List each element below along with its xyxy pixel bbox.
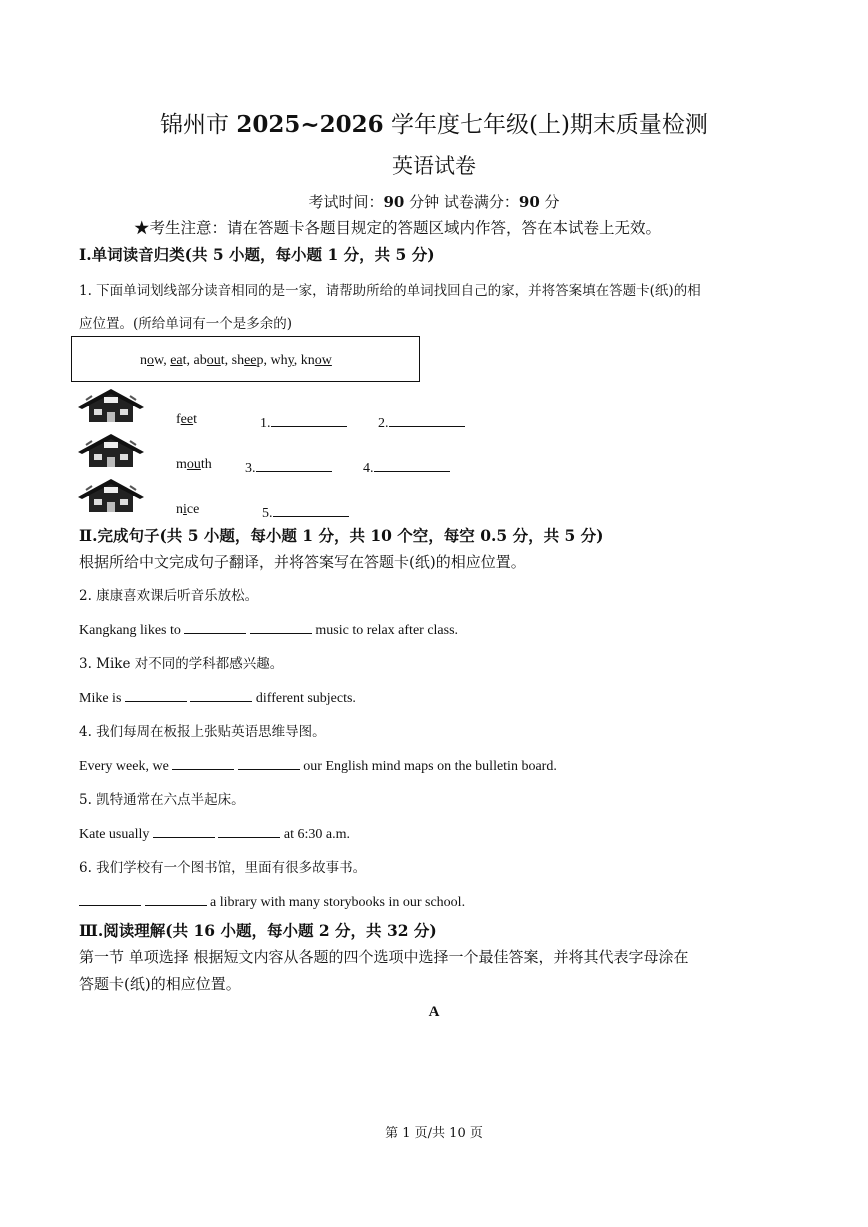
blank-1[interactable]: 1. [260, 412, 347, 432]
answer-blank[interactable] [190, 687, 252, 702]
question-3-cn: 3. Mike 对不同的学科都感兴趣。 [79, 656, 284, 672]
exam-title: 锦州市 2025~2026 学年度七年级(上)期末质量检测 [160, 111, 708, 138]
answer-blank[interactable] [145, 891, 207, 906]
word-item: know [300, 353, 332, 368]
question-5-en: Kate usually at 6:30 a.m. [79, 823, 350, 843]
house-icon [78, 478, 144, 514]
section1-heading: Ⅰ.单词读音归类(共 5 小题，每小题 1 分，共 5 分) [79, 245, 435, 264]
word-item: eat, [170, 353, 194, 368]
section1-instruction-line1: 1. 下面单词划线部分读音相同的是一家，请帮助所给的单词找回自己的家，并将答案填在答题卡(纸)的相 [79, 283, 701, 299]
exam-subtitle: 英语试卷 [392, 154, 476, 178]
section2-instruction: 根据所给中文完成句子翻译，并将答案写在答题卡(纸)的相应位置。 [79, 553, 526, 571]
house-word-feet: feet [176, 412, 197, 427]
answer-blank[interactable] [125, 687, 187, 702]
question-2-en: Kangkang likes to music to relax after class. [79, 619, 458, 639]
blank-2[interactable]: 2. [378, 412, 465, 432]
exam-notice: ★考生注意：请在答题卡各题目规定的答题区域内作答，答在本试卷上无效。 [134, 219, 662, 237]
passage-label: A [428, 1004, 440, 1020]
question-3-en: Mike is different subjects. [79, 687, 356, 707]
answer-blank[interactable] [153, 823, 215, 838]
word-box [71, 336, 420, 382]
house-word-nice: nice [176, 502, 200, 517]
exam-info: 考试时间：90 分钟 试卷满分：90 分 [308, 193, 560, 211]
question-4-en: Every week, we our English mind maps on the bulletin board. [79, 755, 557, 775]
word-item: now, [140, 353, 171, 368]
section3-instruction-line1: 第一节 单项选择 根据短文内容从各题的四个选项中选择一个最佳答案，并将其代表字母涂在 [79, 948, 689, 966]
answer-blank[interactable] [238, 755, 300, 770]
question-2-cn: 2. 康康喜欢课后听音乐放松。 [79, 588, 259, 604]
house-icon [78, 433, 144, 469]
house-word-mouth: mouth [176, 457, 212, 472]
answer-blank[interactable] [172, 755, 234, 770]
question-5-cn: 5. 凯特通常在六点半起床。 [79, 792, 245, 808]
answer-blank[interactable] [79, 891, 141, 906]
section3-heading: Ⅲ.阅读理解(共 16 小题，每小题 2 分，共 32 分) [79, 921, 437, 940]
answer-blank[interactable] [184, 619, 246, 634]
question-4-cn: 4. 我们每周在板报上张贴英语思维导图。 [79, 724, 326, 740]
section2-heading: Ⅱ.完成句子(共 5 小题，每小题 1 分，共 10 个空，每空 0.5 分，共 5 分) [79, 526, 604, 545]
blank-5[interactable]: 5. [262, 502, 349, 522]
answer-blank[interactable] [250, 619, 312, 634]
word-list [140, 353, 332, 369]
word-item: sheep, [231, 353, 271, 368]
word-item: about, [193, 353, 232, 368]
blank-3[interactable]: 3. [245, 457, 332, 477]
word-item: why, [270, 353, 301, 368]
house-icon [78, 388, 144, 424]
section3-instruction-line2: 答题卡(纸)的相应位置。 [79, 975, 241, 993]
answer-blank[interactable] [218, 823, 280, 838]
question-6-en: a library with many storybooks in our school. [79, 891, 465, 911]
blank-4[interactable]: 4. [363, 457, 450, 477]
question-6-cn: 6. 我们学校有一个图书馆，里面有很多故事书。 [79, 860, 367, 876]
page-number: 第 1 页/共 10 页 [385, 1126, 483, 1141]
section1-instruction-line2: 应位置。(所给单词有一个是多余的) [79, 316, 293, 332]
